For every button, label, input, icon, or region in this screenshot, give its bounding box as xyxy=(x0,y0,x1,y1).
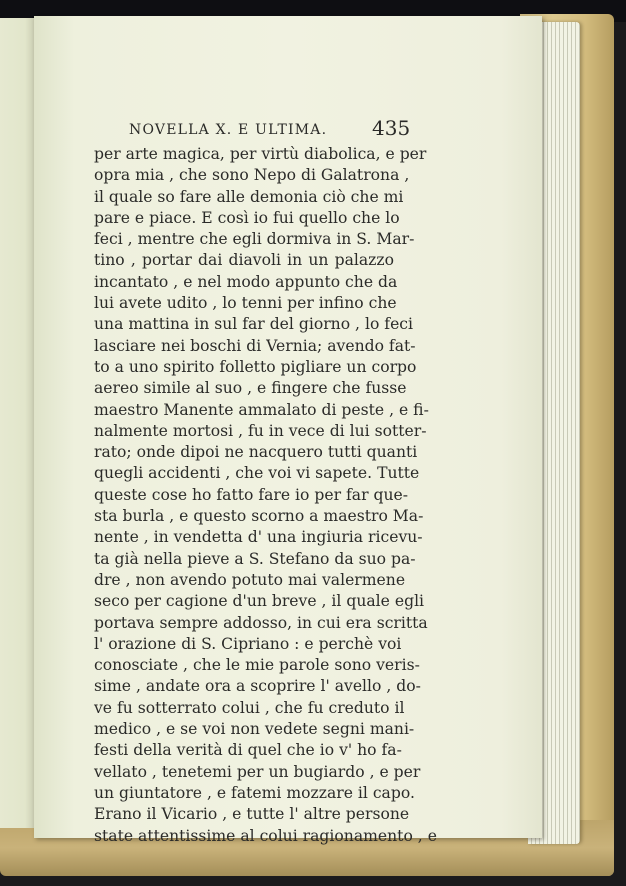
text-line: state attentissime al colui ragionamento , e xyxy=(94,826,437,845)
text-line: Erano il Vicario , e tutte l' altre persone xyxy=(94,805,410,824)
text-line: pare e piace. E così io fui quello che lo xyxy=(94,208,400,227)
text-line: un giuntatore , e fatemi mozzare il capo. xyxy=(94,783,415,802)
text-line: l' orazione di S. Cipriano : e perchè voi xyxy=(94,634,402,653)
text-line: medico , e se voi non vedete segni mani- xyxy=(94,720,415,739)
facing-page-edge xyxy=(0,18,37,828)
body-text xyxy=(94,144,437,847)
text-line: sime , andate ora a scoprire l' avello , do- xyxy=(94,677,421,696)
text-line: ta già nella pieve a S. Stefano da suo pa- xyxy=(94,549,416,568)
text-line: seco per cagione d'un breve , il quale egli xyxy=(94,592,425,611)
text-line: queste cose ho fatto fare io per far que- xyxy=(94,485,409,504)
text-line: il quale so fare alle demonia ciò che mi xyxy=(94,187,404,206)
text-line: conosciate , che le mie parole sono veris- xyxy=(94,656,420,675)
text-line: incantato , e nel modo appunto che da xyxy=(94,272,398,291)
text-line: per arte magica, per virtù diabolica, e per xyxy=(94,145,427,163)
text-line: ve fu sotterrato colui , che fu creduto il xyxy=(94,698,405,717)
text-line: opra mia , che sono Nepo di Galatrona , xyxy=(94,166,410,185)
text-line: portava sempre addosso, in cui era scritta xyxy=(94,613,428,632)
text-line: quegli accidenti , che voi vi sapete. Tutte xyxy=(94,464,420,483)
text-line: to a uno spirito folletto pigliare un corpo xyxy=(94,357,417,376)
text-line: lasciare nei boschi di Vernia; avendo fat- xyxy=(94,336,416,355)
text-line: dre , non avendo potuto mai valermene xyxy=(94,570,406,589)
text-line: nalmente mortosi , fu in vece di lui sotter- xyxy=(94,421,427,440)
text-line: aereo simile al suo , e fingere che fusse xyxy=(94,379,407,398)
text-line: rato; onde dipoi ne nacquero tutti quanti xyxy=(94,443,418,462)
text-line: nente , in vendetta d' una ingiuria ricevu- xyxy=(94,528,423,547)
text-line: tino , portar dai diavoli in un palazzo xyxy=(94,251,394,270)
text-line: una mattina in sul far del giorno , lo feci xyxy=(94,315,414,334)
text-line: sta burla , e questo scorno a maestro Ma- xyxy=(94,507,424,526)
text-line: vellato , tenetemi per un bugiardo , e per xyxy=(94,762,421,781)
page-number: 435 xyxy=(372,116,411,140)
book-page xyxy=(34,16,542,845)
text-line: lui avete udito , lo tenni per infino che xyxy=(94,294,397,313)
running-head: NOVELLA X. E ULTIMA. xyxy=(129,122,328,138)
text-line: feci , mentre che egli dormiva in S. Mar- xyxy=(94,230,415,249)
text-line: festi della verità di quel che io v' ho fa- xyxy=(94,741,402,760)
text-line: maestro Manente ammalato di peste , e fi- xyxy=(94,400,429,419)
